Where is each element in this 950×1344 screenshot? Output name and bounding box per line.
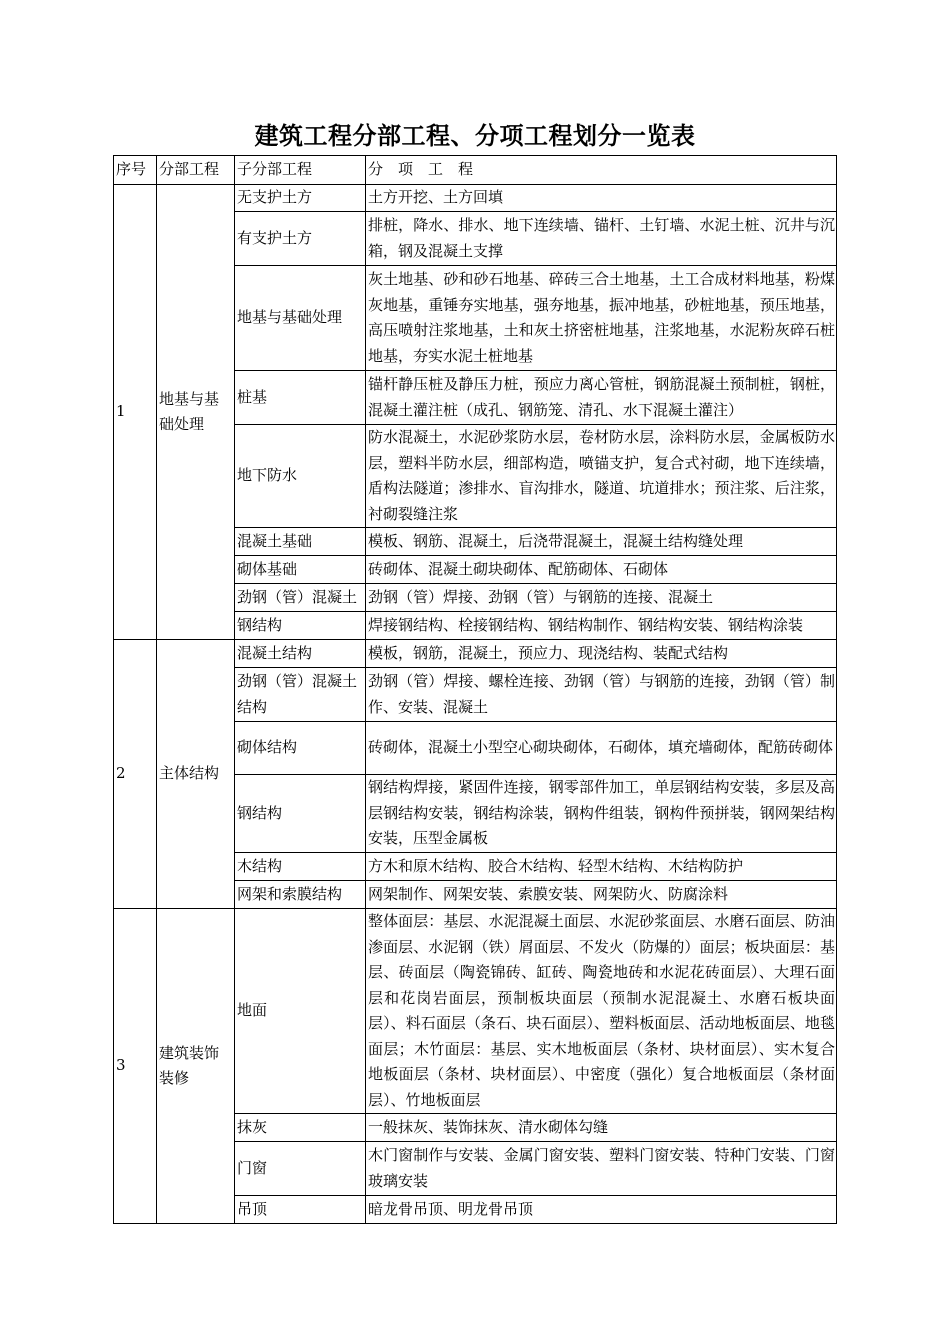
- items-cell: 模板，钢筋，混凝土，预应力、现浇结构、装配式结构: [366, 640, 837, 668]
- page-title: 建筑工程分部工程、分项工程划分一览表: [254, 121, 696, 150]
- subdivision-cell: 混凝土基础: [235, 528, 366, 556]
- group-number: 2: [114, 640, 157, 909]
- division-table: [113, 155, 837, 1224]
- header-items: 分 项 工 程: [366, 156, 837, 185]
- items-cell: 排桩，降水、排水、地下连续墙、锚杆、土钉墙、水泥土桩、沉井与沉箱，钢及混凝土支撑: [366, 212, 837, 266]
- items-cell: 一般抹灰、装饰抹灰、清水砌体勾缝: [366, 1114, 837, 1142]
- items-cell: 焊接钢结构、栓接钢结构、钢结构制作、钢结构安装、钢结构涂装: [366, 612, 837, 640]
- items-cell: 整体面层：基层、水泥混凝土面层、水泥砂浆面层、水磨石面层、防油渗面层、水泥钢（铁）屑面层、不发火（防爆的）面层；板块面层：基层、砖面层（陶瓷锦砖、缸砖、陶瓷地砖和水泥花砖面层）、大理石面层和花岗岩面层，预制板块面层（预制水泥混凝土、水磨石板块面层）、料石面层（条石、块石面层）、塑料板面层、活动地板面层、地毯面层；木竹面层：基层、实木地板面层（条材、块材面层）、实木复合地板面层（条材、块材面层）、中密度（强化）复合地板面层（条材面层）、竹地板面层: [366, 909, 837, 1114]
- group-division: 建筑装饰装修: [157, 909, 235, 1224]
- subdivision-cell: 门窗: [235, 1142, 366, 1196]
- header-subdivision: 子分部工程: [235, 156, 366, 185]
- items-cell: 砖砌体、混凝土砌块砌体、配筋砌体、石砌体: [366, 556, 837, 584]
- subdivision-cell: 吊顶: [235, 1196, 366, 1224]
- subdivision-cell: 劲钢（管）混凝土: [235, 584, 366, 612]
- subdivision-cell: 地下防水: [235, 425, 366, 528]
- items-cell: 木门窗制作与安装、金属门窗安装、塑料门窗安装、特种门安装、门窗玻璃安装: [366, 1142, 837, 1196]
- subdivision-cell: 无支护土方: [235, 185, 366, 212]
- subdivision-cell: 地面: [235, 909, 366, 1114]
- subdivision-cell: 劲钢（管）混凝土结构: [235, 668, 366, 722]
- items-cell: 钢结构焊接，紧固件连接，钢零部件加工，单层钢结构安装，多层及高层钢结构安装，钢结构涂装，钢构件组装，钢构件预拼装，钢网架结构安装，压型金属板: [366, 775, 837, 853]
- subdivision-cell: 钢结构: [235, 612, 366, 640]
- items-cell: 防水混凝土，水泥砂浆防水层，卷材防水层，涂料防水层，金属板防水层，塑料半防水层，细部构造，喷锚支护，复合式衬砌，地下连续墙，盾构法隧道；渗排水、盲沟排水，隧道、坑道排水；预注浆、后注浆，衬砌裂缝注浆: [366, 425, 837, 528]
- items-cell: 劲钢（管）焊接、螺栓连接、劲钢（管）与钢筋的连接，劲钢（管）制作、安装、混凝土: [366, 668, 837, 722]
- subdivision-cell: 砌体结构: [235, 722, 366, 775]
- group-division: 主体结构: [157, 640, 235, 909]
- subdivision-cell: 网架和索膜结构: [235, 881, 366, 909]
- subdivision-cell: 砌体基础: [235, 556, 366, 584]
- items-cell: 锚杆静压桩及静压力桩，预应力离心管桩，钢筋混凝土预制桩，钢桩，混凝土灌注桩（成孔、钢筋笼、清孔、水下混凝土灌注）: [366, 371, 837, 425]
- group-division: 地基与基础处理: [157, 185, 235, 640]
- table-header-row: [114, 156, 837, 185]
- subdivision-cell: 木结构: [235, 853, 366, 881]
- items-cell: 劲钢（管）焊接、劲钢（管）与钢筋的连接、混凝土: [366, 584, 837, 612]
- table-row: [114, 640, 837, 668]
- items-cell: 砖砌体，混凝土小型空心砌块砌体，石砌体，填充墙砌体，配筋砖砌体: [366, 722, 837, 775]
- subdivision-cell: 抹灰: [235, 1114, 366, 1142]
- items-cell: 方木和原木结构、胶合木结构、轻型木结构、木结构防护: [366, 853, 837, 881]
- items-cell: 灰土地基、砂和砂石地基、碎砖三合土地基，土工合成材料地基，粉煤灰地基，重锤夯实地基，强夯地基，振冲地基，砂桩地基，预压地基，高压喷射注浆地基，土和灰土挤密桩地基，注浆地基，水泥粉灰碎石桩地基，夯实水泥土桩地基: [366, 266, 837, 371]
- subdivision-cell: 钢结构: [235, 775, 366, 853]
- subdivision-cell: 有支护土方: [235, 212, 366, 266]
- header-division: 分部工程: [157, 156, 235, 185]
- group-number: 1: [114, 185, 157, 640]
- items-cell: 网架制作、网架安装、索膜安装、网架防火、防腐涂料: [366, 881, 837, 909]
- items-cell: 模板、钢筋、混凝土，后浇带混凝土，混凝土结构缝处理: [366, 528, 837, 556]
- header-no: 序号: [114, 156, 157, 185]
- items-cell: 暗龙骨吊顶、明龙骨吊顶: [366, 1196, 837, 1224]
- table-row: [114, 185, 837, 212]
- items-cell: 土方开挖、土方回填: [366, 185, 837, 212]
- subdivision-cell: 混凝土结构: [235, 640, 366, 668]
- subdivision-cell: 地基与基础处理: [235, 266, 366, 371]
- group-number: 3: [114, 909, 157, 1224]
- table-row: [114, 909, 837, 1114]
- subdivision-cell: 桩基: [235, 371, 366, 425]
